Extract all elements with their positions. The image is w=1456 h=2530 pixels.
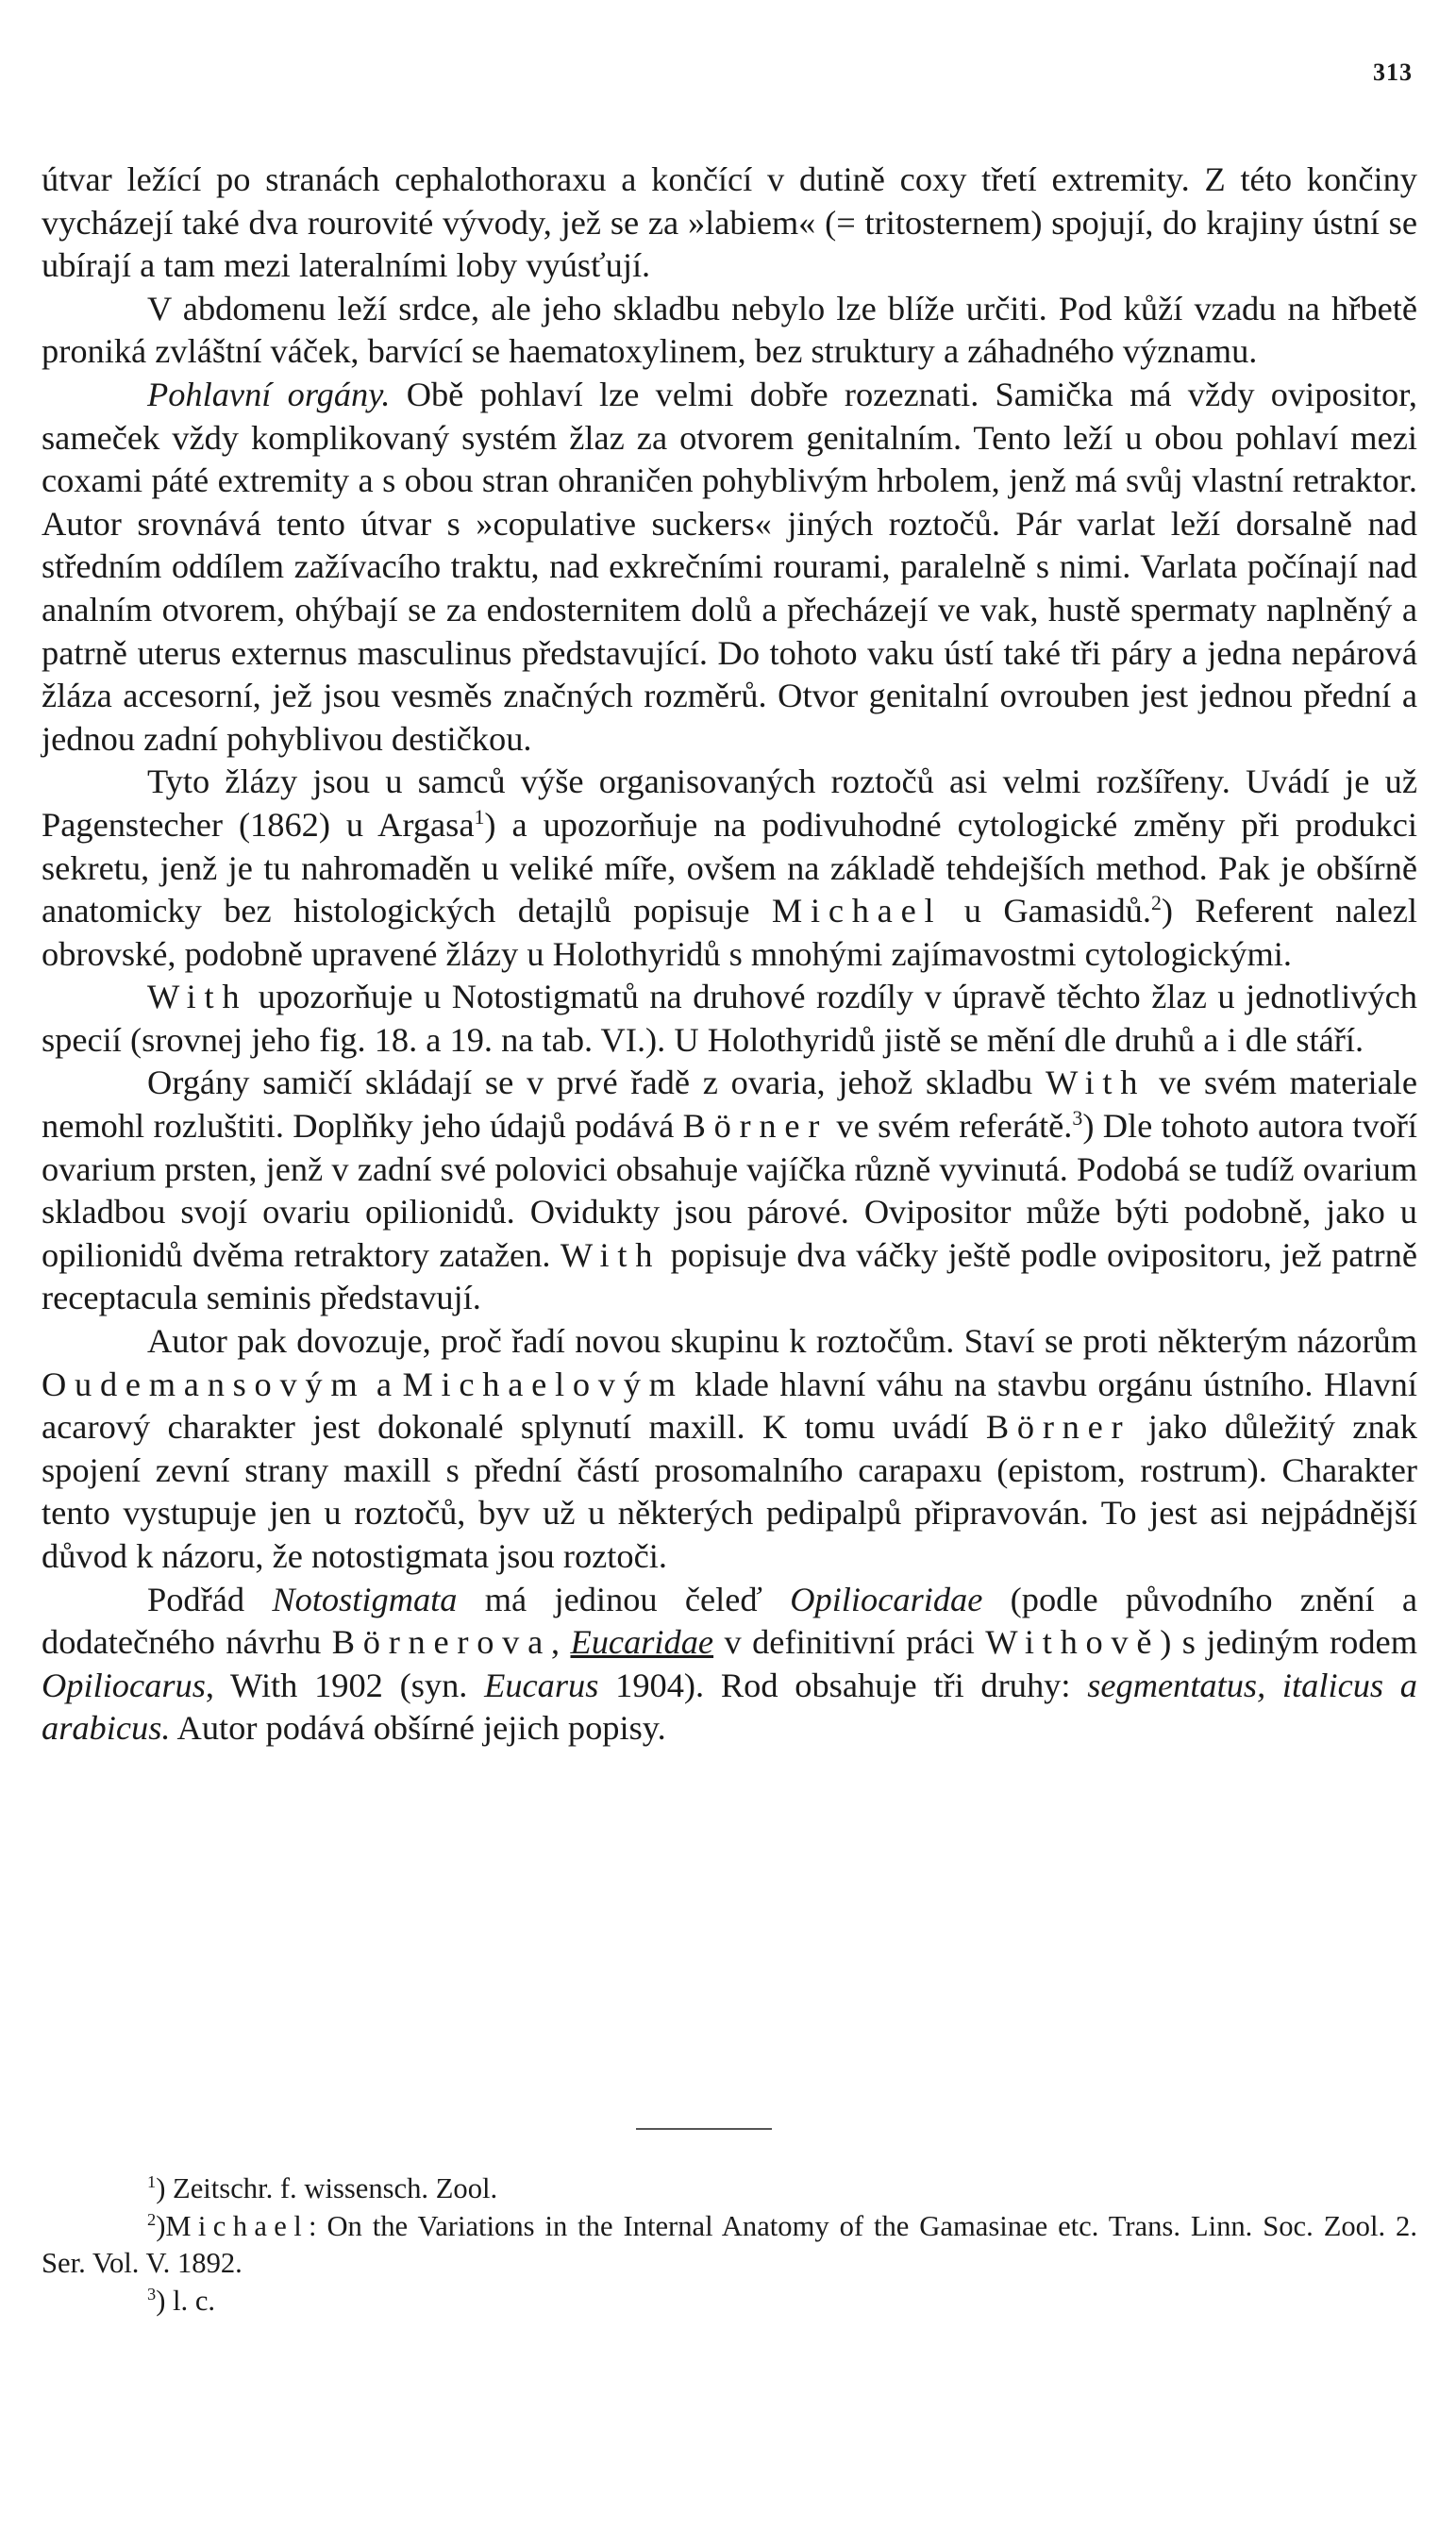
paragraph-6 (42, 1062, 1417, 1320)
text-run: klade hlavní váhu na stavbu orgánu ústního. Hlavní acarový charakter jest dokonalé splynutí maxill. K tomu uvádí (42, 1365, 1417, 1447)
footnote-2: $^2$)Michael: On the Variations in the Internal Anatomy of the Gamasinae etc. Trans. Linn. Soc. Zool. 2. Ser. Vol. V. 1892. (42, 2209, 1417, 2280)
paragraph-3 (42, 374, 1417, 761)
paragraph-4 (42, 761, 1417, 976)
paragraph-3-text: Obě pohlaví lze velmi dobře rozeznati. Samička má vždy ovipositor, sameček vždy komplikovaný systém žlaz za otvorem genitalním. Tento leží u obou pohlaví mezi coxami páté extremity a s obou stran ohraničen pohyblivým hrbolem, jenž má svůj vlastní retraktor. Autor srovnává tento útvar s »copulative suckers« jiných roztočů. Pár varlat leží dorsalně nad středním oddílem zažívacího traktu, nad exkrečními rourami, paralelně s nimi. Varlata počínají nad analním otvorem, ohýbají se za endosternitem dolů a přecházejí ve vak, hustě spermaty naplněný a patrně uterus externus masculinus představující. Do tohoto vaku ústí také tři páry a jedna nepárová žláza accesorní, jež jsou vesměs značných rozměrů. Otvor genitalní ovrouben jest jednou přední a jednou zadní pohyblivou destičkou. (42, 375, 1417, 758)
text-run: , (550, 1623, 571, 1662)
taxon-name: Opiliocarus (42, 1666, 206, 1704)
author-name: Oudemansovým (42, 1365, 366, 1403)
footnote-separator (636, 2128, 772, 2130)
paragraph-2: V abdomenu leží srdce, ale jeho skladbu nebylo lze blíže určiti. Pod kůží vzadu na hřbetě proniká zvláštní váček, barvící se haematoxylinem, bez struktury a záhadného významu. (42, 289, 1417, 371)
text-run: ) s jediným rodem (1160, 1623, 1417, 1662)
text-run: ) Dle tohoto autora tvoří ovarium prsten, jenž v zadní své polovici obsahuje vajíčka různě vyvinutá. Podobá se tudíž ovarium skladbou svojí ovariu opilionidů. Ovidukty jsou párové. Ovipositor může býti podobně, jako u opilionidů dvěma retraktory zatažen. (42, 1107, 1417, 1274)
paragraph-8 (42, 1579, 1417, 1751)
author-name: Michaelovým (402, 1365, 684, 1403)
author-name: Michael (165, 2209, 310, 2242)
taxon-name: Opiliocaridae (790, 1580, 983, 1618)
species-names: segmentatus, italicus a arabicus. (42, 1666, 1418, 1748)
footnote-ref-1: 1 (474, 805, 485, 829)
text-run: u Gamasidů. (942, 892, 1151, 930)
author-name: Börner (682, 1107, 828, 1146)
text-run: 1904). Rod obsahuje tři druhy: (598, 1666, 1088, 1704)
body-text (42, 159, 1417, 1751)
footnote-ref-2: 2 (1150, 892, 1162, 914)
text-run: ) Referent nalezl obrovské, podobně upravené žlázy u Holothyridů s mnohými zajímavostmi cytologickými. (42, 892, 1417, 973)
text-run: Autor podává obšírné jejich popisy. (170, 1709, 666, 1748)
text-run: popisuje dva váčky ještě podle ovipositoru, jež patrně receptacula seminis představují. (42, 1235, 1417, 1317)
taxon-name: Notostigmata (272, 1580, 458, 1618)
footnotes (42, 2170, 1417, 2320)
author-name: Withově (985, 1623, 1161, 1662)
text-run: a (365, 1365, 403, 1403)
footnote-text: ) l. c. (156, 2284, 216, 2317)
text-run: Tyto žlázy jsou u samců výše organisovaných roztočů asi velmi rozšířeny. Uvádí je už Pagenstecher (1862) u Argasa (42, 762, 1417, 844)
text-run: upozorňuje u Notostigmatů na druhové rozdíly v úpravě těchto žlaz u jednotlivých specií (srovnej jeho fig. 18. a 19. na tab. VI.). U Holothyridů jistě se mění dle druhů a i dle stáří. (42, 978, 1417, 1059)
author-name: Michael (771, 892, 943, 930)
text-run: Podřád (147, 1580, 273, 1618)
text-run: Autor pak dovozuje, proč řadí novou skupinu k roztočům. Staví se proti některým názorům (147, 1322, 1417, 1361)
text-run: , With 1902 (syn. (205, 1666, 485, 1704)
footnote-3 (42, 2283, 1417, 2321)
text-run: Orgány samičí skládají se v prvé řadě z ovaria, jehož skladbu (147, 1064, 1046, 1102)
footnote-text: : On the Variations in the Internal Anatomy of the Gamasinae etc. Trans. Linn. Soc. Zool. 2. Ser. Vol. V. 1892. (42, 2209, 1417, 2280)
footnote-mark: 1 (147, 2171, 157, 2191)
author-name: With (147, 978, 248, 1016)
text-run: ) a upozorňuje na podivuhodné cytologické změny při produkci sekretu, jenž je tu nahromaděn u veliké míře, ovšem na základě tehdejších method. Pak je obšírně anatomicky bez histologických detajlů popisuje (42, 805, 1418, 930)
author-name: Börner (985, 1408, 1131, 1447)
taxon-name: Eucarus (484, 1666, 599, 1704)
text-run: v definitivní práci (713, 1623, 986, 1662)
paragraph-5 (42, 976, 1417, 1062)
text-run: ve svém materiale nemohl rozluštiti. Doplňky jeho údajů podává (42, 1064, 1417, 1146)
taxon-name: Eucaridae (570, 1623, 714, 1662)
text-run: ve svém referátě. (828, 1107, 1073, 1146)
footnote-mark: 3 (147, 2284, 157, 2304)
text-run: (podle původního znění a dodatečného návrhu (42, 1580, 1417, 1662)
section-heading-reproductive-organs: Pohlavní orgány. (147, 375, 391, 413)
paragraph-1: útvar ležící po stranách cephalothoraxu a končící v dutině coxy třetí extremity. Z této končiny vycházejí také dva rourovité vývody, jež se za »labiem« (= tritosternem) spojují, do krajiny ústní se ubírají a tam mezi lateralními loby vyúsťují. (42, 160, 1417, 285)
footnote-ref-3: 3 (1072, 1106, 1083, 1130)
paragraph-7 (42, 1320, 1417, 1579)
text-run: má jedinou čeleď (457, 1580, 791, 1618)
author-name: Börnerova (331, 1623, 551, 1662)
author-name: With (560, 1235, 661, 1274)
text-run: jako důležitý znak spojení zevní strany maxill s přední částí prosomalního carapaxu (epistom, rostrum). Charakter tento vystupuje jen u roztočů, byv už u některých pedipalpů připravován. To jest asi nejpádnější důvod k názoru, že notostigmata jsou roztoči. (42, 1408, 1417, 1575)
footnote-text: ) Zeitschr. f. wissensch. Zool. (156, 2172, 498, 2204)
footnote-mark: 2 (147, 2209, 157, 2229)
footnote-1 (42, 2170, 1417, 2208)
author-name: With (1045, 1064, 1146, 1102)
page-number: 313 (1373, 59, 1413, 86)
